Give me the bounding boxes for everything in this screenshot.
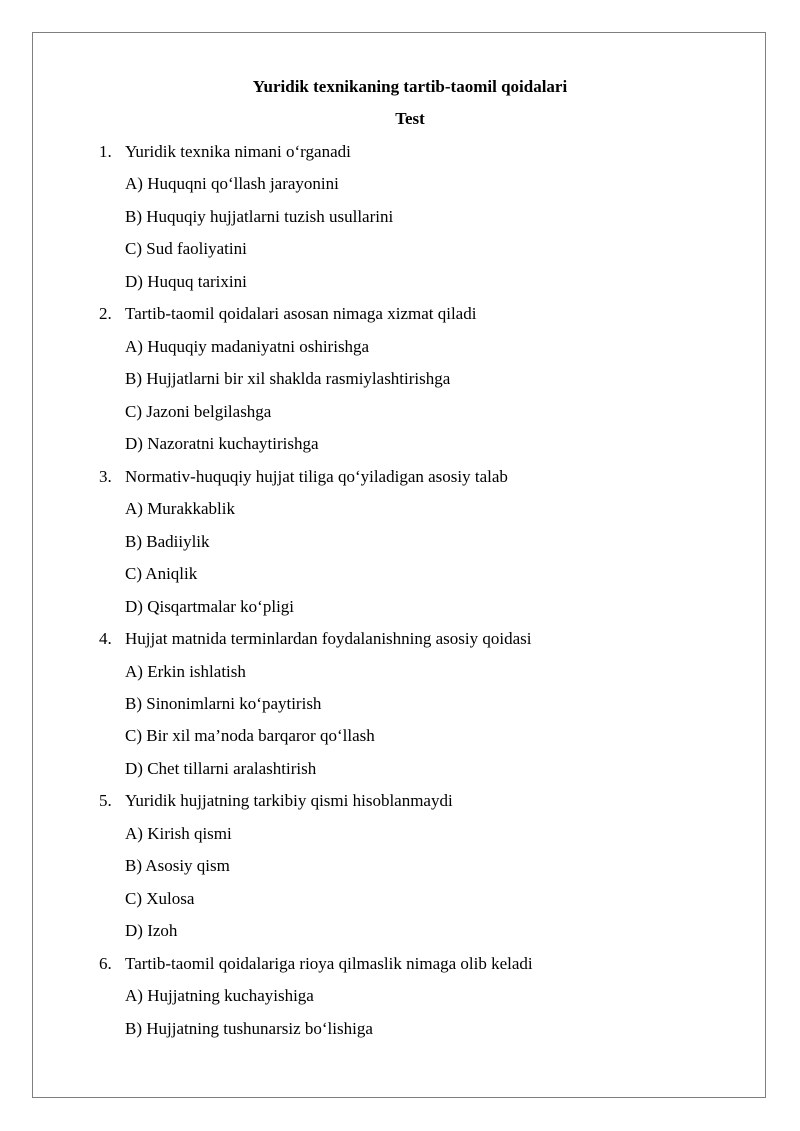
document-title: Yuridik texnikaning tartib-taomil qoidalari <box>252 77 568 96</box>
answer-option: A) Murakkablik <box>125 499 236 519</box>
question-text: Hujjat matnida terminlardan foydalanishning asosiy qoidasi <box>125 629 532 649</box>
answer-option: D) Chet tillarni aralashtirish <box>125 758 317 778</box>
answer-option: B) Badiiylik <box>125 531 210 551</box>
answer-option: A) Huquqiy madaniyatni oshirishga <box>125 336 370 356</box>
answer-option: B) Sinonimlarni ko‘paytirish <box>125 693 322 713</box>
question-number: 3. <box>99 466 112 486</box>
answer-option: D) Nazoratni kuchaytirishga <box>125 434 319 454</box>
answer-option: B) Huquqiy hujjatlarni tuzish usullarini <box>125 206 394 226</box>
question-item <box>0 466 800 628</box>
answer-option: C) Xulosa <box>125 888 195 908</box>
answer-option: B) Asosiy qism <box>125 856 230 876</box>
answer-option: D) Qisqartmalar ko‘pligi <box>125 596 295 616</box>
answer-option: B) Hujjatning tushunarsiz bo‘lishiga <box>125 1018 373 1038</box>
question-item <box>0 628 800 790</box>
question-item <box>0 141 800 303</box>
question-number: 6. <box>99 953 112 973</box>
question-text: Yuridik texnika nimani o‘rganadi <box>125 142 351 161</box>
answer-option: D) Huquq tarixini <box>125 271 247 291</box>
answer-option: C) Bir xil ma’noda barqaror qo‘llash <box>125 726 375 746</box>
question-number: 1. <box>99 142 112 161</box>
question-item <box>0 303 800 465</box>
answer-option: B) Hujjatlarni bir xil shaklda rasmiylashtirishga <box>125 369 451 389</box>
answer-option: A) Kirish qismi <box>125 823 232 843</box>
question-text: Tartib-taomil qoidalari asosan nimaga xizmat qiladi <box>125 304 477 324</box>
answer-option: A) Huquqni qo‘llash jarayonini <box>125 174 339 194</box>
question-number: 4. <box>99 629 112 649</box>
answer-option: D) Izoh <box>125 921 178 941</box>
answer-option: C) Aniqlik <box>125 564 198 584</box>
answer-option: C) Sud faoliyatini <box>125 239 247 259</box>
question-item <box>0 790 800 952</box>
answer-option: A) Erkin ishlatish <box>125 661 246 681</box>
answer-option: C) Jazoni belgilashga <box>125 401 272 421</box>
question-item <box>0 953 800 1050</box>
question-number: 5. <box>99 791 112 811</box>
question-text: Normativ-huquqiy hujjat tiliga qo‘yiladigan asosiy talab <box>125 466 508 486</box>
document-subtitle: Test <box>395 109 425 128</box>
question-text: Tartib-taomil qoidalariga rioya qilmaslik nimaga olib keladi <box>125 953 533 973</box>
question-list <box>0 141 800 1050</box>
question-number: 2. <box>99 304 112 324</box>
question-text: Yuridik hujjatning tarkibiy qismi hisoblanmaydi <box>125 791 453 811</box>
answer-option: A) Hujjatning kuchayishiga <box>125 986 314 1006</box>
